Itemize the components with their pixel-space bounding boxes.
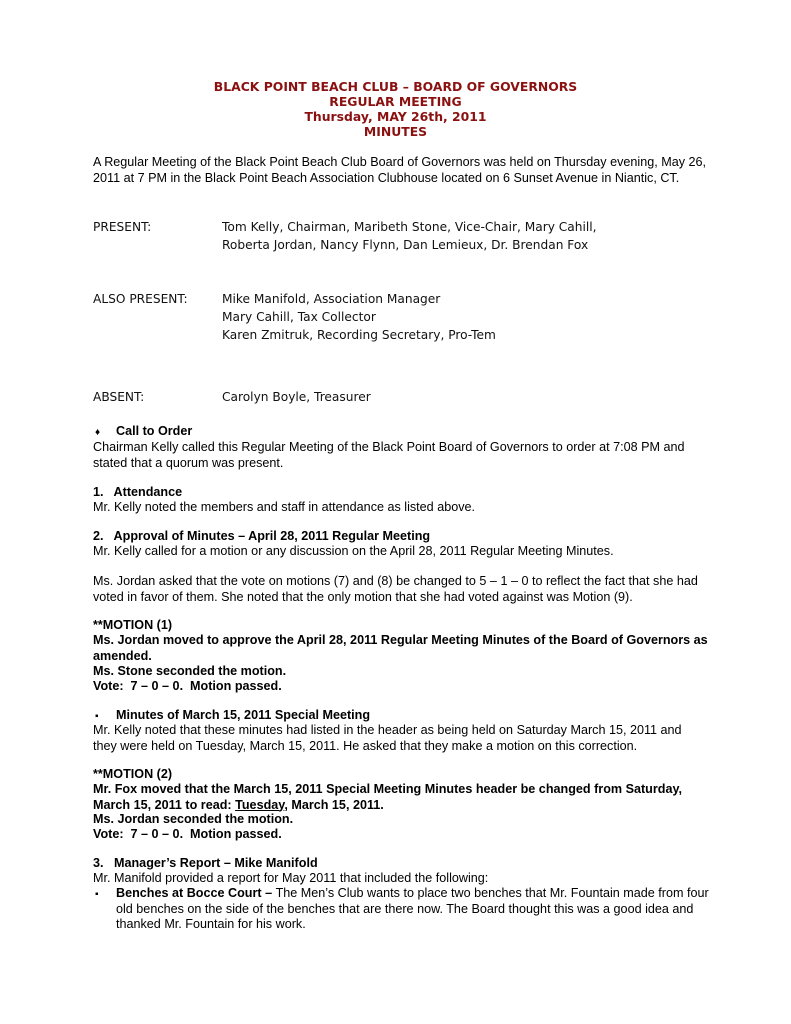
motion-2-line-1-start: Mr. Fox moved that the March 15, 2011 Special Meeting Minutes header be changed from Saturday, March 15, 2011 to read: (93, 782, 683, 812)
square-bullet-icon: ▪ (95, 889, 99, 900)
motion-1-title: **MOTION (1) (93, 618, 173, 632)
special-minutes-text: Mr. Kelly noted that these minutes had listed in the header as being held on Saturday March 15, 2011 and they were held on Tuesday, March 15, 2011. He asked that they make a motion on this correction. (93, 723, 682, 753)
present-label: PRESENT: (93, 220, 152, 234)
benches-heading: Benches at Bocce Court – (116, 886, 276, 900)
motion-1-vote: Vote: 7 – 0 – 0. Motion passed. (93, 679, 282, 693)
approval-heading: 2. Approval of Minutes – April 28, 2011 Regular Meeting (93, 529, 431, 543)
benches-paragraph (116, 886, 713, 933)
motion-2-line-2: Ms. Jordan seconded the motion. (93, 812, 294, 826)
special-minutes-heading: Minutes of March 15, 2011 Special Meeting (116, 708, 371, 722)
intro-paragraph: A Regular Meeting of the Black Point Beach Club Board of Governors was held on Thursday evening, May 26, 2011 at 7 PM in the Black Point Beach Association Clubhouse located on 6 Sunset Avenue in Niantic, CT. (93, 155, 707, 185)
motion-2-line-1-end: , March 15, 2011. (284, 797, 384, 812)
diamond-bullet-icon: ♦ (95, 427, 101, 438)
square-bullet-icon: ▪ (95, 711, 99, 722)
header-club-title: BLACK POINT BEACH CLUB – BOARD OF GOVERNORS (213, 79, 578, 94)
motion-1-line-2: Ms. Stone seconded the motion. (93, 664, 287, 678)
absent-label: ABSENT: (93, 390, 145, 404)
present-line-1: Tom Kelly, Chairman, Maribeth Stone, Vice-Chair, Mary Cahill, (222, 220, 597, 234)
motion-2-title: **MOTION (2) (93, 767, 173, 781)
motion-2-underlined-day: Tuesday (235, 797, 285, 812)
present-line-2: Roberta Jordan, Nancy Flynn, Dan Lemieux, Dr. Brendan Fox (222, 238, 589, 252)
also-present-line-3: Karen Zmitruk, Recording Secretary, Pro-Tem (222, 328, 496, 342)
header-meeting-type: REGULAR MEETING (329, 94, 462, 109)
benches-text: The Men’s Club wants to place two benches that Mr. Fountain made from four old benches on the side of the benches that are there now. The Board thought this was a good idea and thanked Mr. Fountain for his work. (116, 886, 709, 931)
absent-line-1: Carolyn Boyle, Treasurer (222, 390, 371, 404)
motion-1-line-1: Ms. Jordan moved to approve the April 28, 2011 Regular Meeting Minutes of the Board of Governors as amended. (93, 633, 708, 663)
motion-2-line-1 (93, 782, 708, 813)
also-present-label: ALSO PRESENT: (93, 292, 188, 306)
header-date: Thursday, MAY 26th, 2011 (304, 109, 487, 124)
approval-text-2: Ms. Jordan asked that the vote on motions (7) and (8) be changed to 5 – 1 – 0 to reflect the fact that she had voted in favor of them. She noted that the only motion that she had voted against was Motion (9). (93, 574, 698, 604)
manager-report-heading: 3. Manager’s Report – Mike Manifold (93, 856, 318, 870)
manager-report-text: Mr. Manifold provided a report for May 2011 that included the following: (93, 871, 489, 885)
attendance-heading: 1. Attendance (93, 485, 183, 499)
call-to-order-heading: Call to Order (116, 424, 193, 438)
also-present-line-1: Mike Manifold, Association Manager (222, 292, 441, 306)
motion-2-vote: Vote: 7 – 0 – 0. Motion passed. (93, 827, 282, 841)
call-to-order-text: Chairman Kelly called this Regular Meeting of the Black Point Board of Governors to order at 7:08 PM and stated that a quorum was present. (93, 440, 685, 470)
also-present-line-2: Mary Cahill, Tax Collector (222, 310, 376, 324)
approval-text-1: Mr. Kelly called for a motion or any discussion on the April 28, 2011 Regular Meeting Minutes. (93, 544, 614, 558)
attendance-text: Mr. Kelly noted the members and staff in attendance as listed above. (93, 500, 475, 514)
header-minutes: MINUTES (363, 124, 428, 139)
